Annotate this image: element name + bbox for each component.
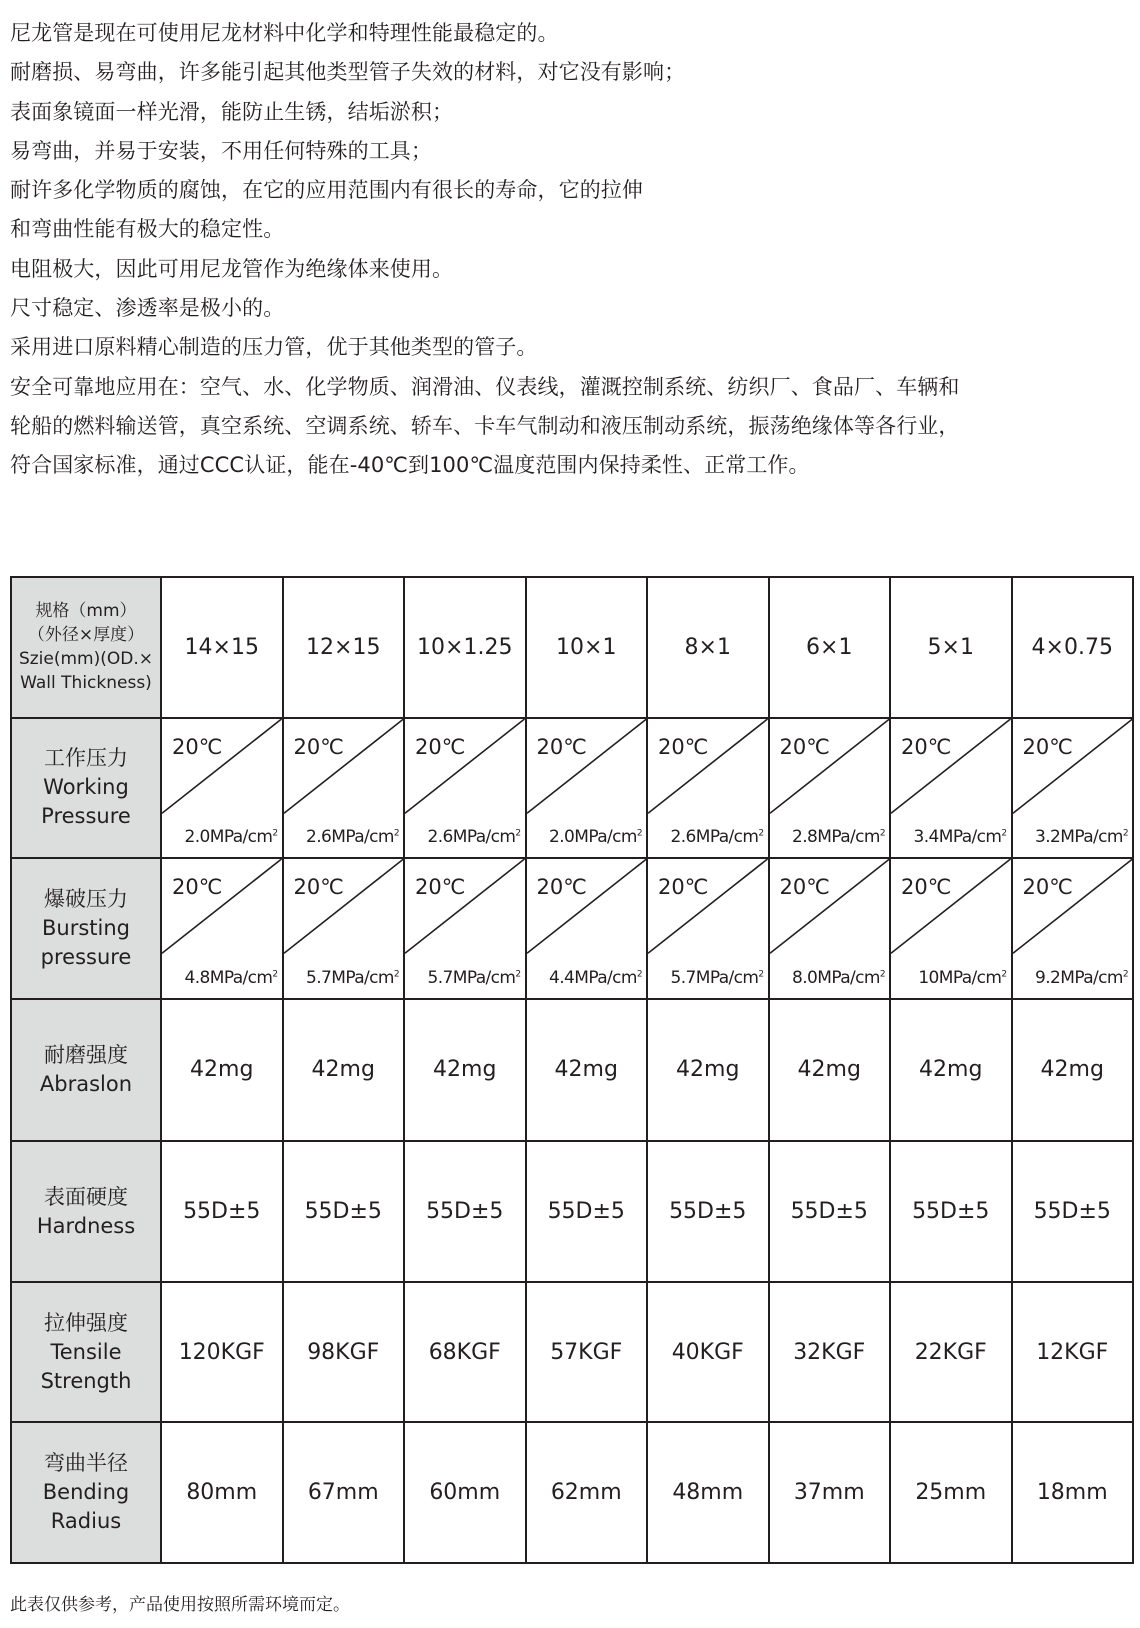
diagonal-line [648,719,768,813]
temperature-label: 20℃ [536,734,587,759]
pressure-value [428,827,521,847]
row-header-line: pressure [40,944,132,969]
value-cell: 62mm [526,1422,648,1563]
pressure-value [792,968,885,988]
temperature-label: 20℃ [779,875,830,900]
value-cell: 55D±5 [404,1141,526,1282]
intro-line: 电阻极大，因此可用尼龙管作为绝缘体来使用。 [10,256,454,281]
pressure-cell [1012,858,1134,999]
size-cell: 10×1.25 [404,577,526,718]
row-header-cell [11,1141,161,1282]
intro-line: 尼龙管是现在可使用尼龙材料中化学和特理性能最稳定的。 [10,21,559,45]
size-cell: 10×1 [526,577,648,718]
value-cell: 55D±5 [647,1141,769,1282]
value-cell: 42mg [890,999,1012,1142]
value-cell: 37mm [769,1422,891,1563]
row-bending-radius [11,1422,1133,1563]
value-cell: 68KGF [404,1282,526,1423]
intro-line: 符合国家标准，通过CCC认证，能在-40℃到100℃温度范围内保持柔性、正常工作。 [10,453,810,478]
diagonal-line [284,859,404,953]
row-header-line: Pressure [41,804,131,829]
value-cell: 67mm [283,1422,405,1563]
temperature-label: 20℃ [1022,734,1073,759]
intro-text [10,14,1130,486]
pressure-number: 4.8 [184,967,210,988]
pressure-unit-exponent: 2 [636,968,642,979]
row-abrasion [11,999,1133,1142]
pressure-cell [283,718,405,859]
pressure-value [1035,968,1128,988]
value-cell: 48mm [647,1422,769,1563]
row-tensile-strength [11,1282,1133,1423]
value-cell: 120KGF [161,1282,283,1423]
row-bursting-pressure [11,858,1133,999]
pressure-cell [404,718,526,859]
pressure-unit: MPa/cm [1060,827,1123,848]
diagonal-line [162,859,282,953]
value-cell: 55D±5 [769,1141,891,1282]
pressure-unit-exponent: 2 [272,828,278,839]
pressure-value [185,827,278,847]
pressure-cell [283,858,405,999]
pressure-unit: MPa/cm [452,827,516,848]
intro-line: 安全可靠地应用在：空气、水、化学物质、润滑油、仪表线，灌溉控制系统、纺织厂、食品厂、车辆和 [10,374,960,399]
temperature-label: 20℃ [293,734,344,759]
diagonal-line [770,719,890,813]
pressure-unit: MPa/cm [695,967,759,988]
value-cell: 32KGF [769,1282,891,1423]
pressure-cell [890,718,1012,859]
diagonal-line [891,859,1011,953]
row-working-pressure [11,718,1133,859]
pressure-value [792,827,885,847]
pressure-number: 2.0 [184,827,210,848]
pressure-cell [890,858,1012,999]
pressure-value [671,827,764,847]
pressure-unit-exponent: 2 [272,968,278,979]
diagonal-line [162,719,282,813]
spec-table [10,576,1134,1564]
pressure-unit: MPa/cm [209,827,273,848]
pressure-unit: MPa/cm [817,967,880,988]
size-header-line: Wall Thickness) [20,673,152,694]
pressure-number: 2.6 [427,827,453,848]
temperature-label: 20℃ [658,875,709,900]
row-header-line: Strength [40,1368,132,1393]
pressure-number: 5.7 [427,967,453,988]
pressure-number: 3.2 [1035,827,1061,848]
pressure-unit-exponent: 2 [879,828,885,839]
value-cell: 42mg [283,999,405,1142]
pressure-number: 2.6 [670,827,696,848]
pressure-unit: MPa/cm [452,967,516,988]
value-cell: 42mg [1012,999,1134,1142]
row-header-line: Bursting [42,915,130,940]
temperature-label: 20℃ [415,734,466,759]
row-header-cell [11,858,161,999]
row-header-line: Abraslon [39,1071,133,1096]
pressure-number: 5.7 [306,967,332,988]
pressure-number: 10 [918,967,939,988]
size-header-cell [11,577,161,718]
pressure-unit-exponent: 2 [879,968,885,979]
pressure-unit: MPa/cm [817,827,880,848]
intro-line: 耐许多化学物质的腐蚀，在它的应用范围内有很长的寿命，它的拉伸 [10,178,643,203]
size-header-line: Szie(mm)(OD.× [18,649,154,670]
temperature-label: 20℃ [536,875,587,900]
pressure-value [549,827,642,847]
diagonal-line [405,719,525,813]
pressure-number: 9.2 [1035,967,1061,988]
pressure-value [1035,827,1128,847]
size-header-line: （外径×厚度） [27,625,145,646]
intro-line: 和弯曲性能有极大的稳定性。 [10,217,285,242]
pressure-unit-exponent: 2 [393,968,399,979]
pressure-value [185,968,278,988]
row-header-line: Bending [42,1480,130,1505]
value-cell: 42mg [647,999,769,1142]
value-cell: 60mm [404,1422,526,1563]
value-cell: 18mm [1012,1422,1134,1563]
pressure-unit: MPa/cm [695,827,759,848]
pressure-unit: MPa/cm [938,827,1002,848]
size-cell: 4×0.75 [1012,577,1134,718]
value-cell: 12KGF [1012,1282,1134,1423]
intro-line: 耐磨损、易弯曲，许多能引起其他类型管子失效的材料，对它没有影响； [10,60,686,85]
pressure-unit: MPa/cm [1060,967,1123,988]
value-cell: 55D±5 [526,1141,648,1282]
size-cell: 8×1 [647,577,769,718]
row-header-line: 耐磨强度 [44,1042,128,1067]
pressure-number: 2.8 [792,827,818,848]
temperature-label: 20℃ [901,875,952,900]
pressure-cell [769,718,891,859]
value-cell: 55D±5 [1012,1141,1134,1282]
pressure-unit-exponent: 2 [515,968,521,979]
pressure-value [306,827,399,847]
row-header-line: 工作压力 [44,746,128,771]
diagonal-line [1013,859,1133,953]
temperature-label: 20℃ [415,875,466,900]
pressure-cell [404,858,526,999]
row-size [11,577,1133,718]
pressure-cell [647,858,769,999]
intro-line: 轮船的燃料输送管，真空系统、空调系统、轿车、卡车气制动和液压制动系统，振荡绝缘体等各行业， [10,413,960,438]
pressure-unit: MPa/cm [209,967,273,988]
value-cell: 55D±5 [161,1141,283,1282]
pressure-number: 4.4 [549,967,575,988]
row-header-cell [11,999,161,1142]
pressure-value [549,968,642,988]
intro-line: 尺寸稳定、渗透率是极小的。 [10,296,285,321]
row-header-line: 拉伸强度 [44,1310,128,1335]
row-hardness [11,1141,1133,1282]
pressure-value [671,968,764,988]
size-cell: 12×15 [283,577,405,718]
diagonal-line [648,859,768,953]
pressure-unit: MPa/cm [574,967,637,988]
value-cell: 55D±5 [890,1141,1012,1282]
pressure-unit-exponent: 2 [515,828,521,839]
row-header-cell [11,1282,161,1423]
diagonal-line [527,859,647,953]
footnote: 此表仅供参考，产品使用按照所需环境而定。 [10,1595,350,1615]
diagonal-line [770,859,890,953]
row-header-line: Working [43,775,129,800]
size-cell: 6×1 [769,577,891,718]
temperature-label: 20℃ [901,734,952,759]
pressure-number: 8.0 [792,967,818,988]
row-header-line: Hardness [36,1213,136,1238]
row-header-cell [11,718,161,859]
pressure-unit: MPa/cm [331,967,394,988]
size-header-line: 规格（mm） [35,601,137,622]
pressure-cell [526,858,648,999]
temperature-label: 20℃ [658,734,709,759]
value-cell: 55D±5 [283,1141,405,1282]
value-cell: 42mg [526,999,648,1142]
pressure-number: 2.6 [306,827,332,848]
diagonal-line [405,859,525,953]
pressure-unit-exponent: 2 [1001,828,1007,839]
diagonal-line [284,719,404,813]
value-cell: 40KGF [647,1282,769,1423]
pressure-unit-exponent: 2 [1001,968,1007,979]
row-header-cell [11,1422,161,1563]
size-cell: 5×1 [890,577,1012,718]
pressure-cell [526,718,648,859]
pressure-unit: MPa/cm [938,967,1002,988]
diagonal-line [891,719,1011,813]
pressure-cell [769,858,891,999]
pressure-unit-exponent: 2 [758,968,764,979]
diagonal-line [527,719,647,813]
pressure-unit: MPa/cm [574,827,637,848]
value-cell: 42mg [404,999,526,1142]
pressure-unit-exponent: 2 [758,828,764,839]
value-cell: 42mg [769,999,891,1142]
row-header-line: 弯曲半径 [44,1451,128,1476]
pressure-unit-exponent: 2 [1122,968,1128,979]
pressure-value [306,968,399,988]
pressure-value [914,827,1007,847]
pressure-unit-exponent: 2 [1122,828,1128,839]
pressure-number: 5.7 [670,967,696,988]
value-cell: 98KGF [283,1282,405,1423]
temperature-label: 20℃ [172,875,223,900]
value-cell: 57KGF [526,1282,648,1423]
pressure-unit-exponent: 2 [636,828,642,839]
intro-line: 表面象镜面一样光滑，能防止生锈，结垢淤积； [10,99,454,124]
pressure-value [428,968,521,988]
pressure-unit-exponent: 2 [393,828,399,839]
row-header-line: Tensile [50,1339,122,1364]
pressure-value [918,968,1006,988]
size-cell: 14×15 [161,577,283,718]
intro-line: 采用进口原料精心制造的压力管，优于其他类型的管子。 [10,335,538,360]
value-cell: 42mg [161,999,283,1142]
intro-line: 易弯曲，并易于安装，不用任何特殊的工具； [10,138,432,163]
pressure-cell [1012,718,1134,859]
temperature-label: 20℃ [1022,875,1073,900]
pressure-cell [161,718,283,859]
pressure-cell [647,718,769,859]
row-header-line: 表面硬度 [44,1184,128,1209]
temperature-label: 20℃ [779,734,830,759]
temperature-label: 20℃ [172,734,223,759]
row-header-line: 爆破压力 [44,886,128,911]
pressure-number: 2.0 [549,827,575,848]
row-header-line: Radius [50,1509,122,1534]
pressure-number: 3.4 [913,827,939,848]
diagonal-line [1013,719,1133,813]
value-cell: 22KGF [890,1282,1012,1423]
temperature-label: 20℃ [293,875,344,900]
pressure-cell [161,858,283,999]
value-cell: 80mm [161,1422,283,1563]
value-cell: 25mm [890,1422,1012,1563]
pressure-unit: MPa/cm [331,827,394,848]
